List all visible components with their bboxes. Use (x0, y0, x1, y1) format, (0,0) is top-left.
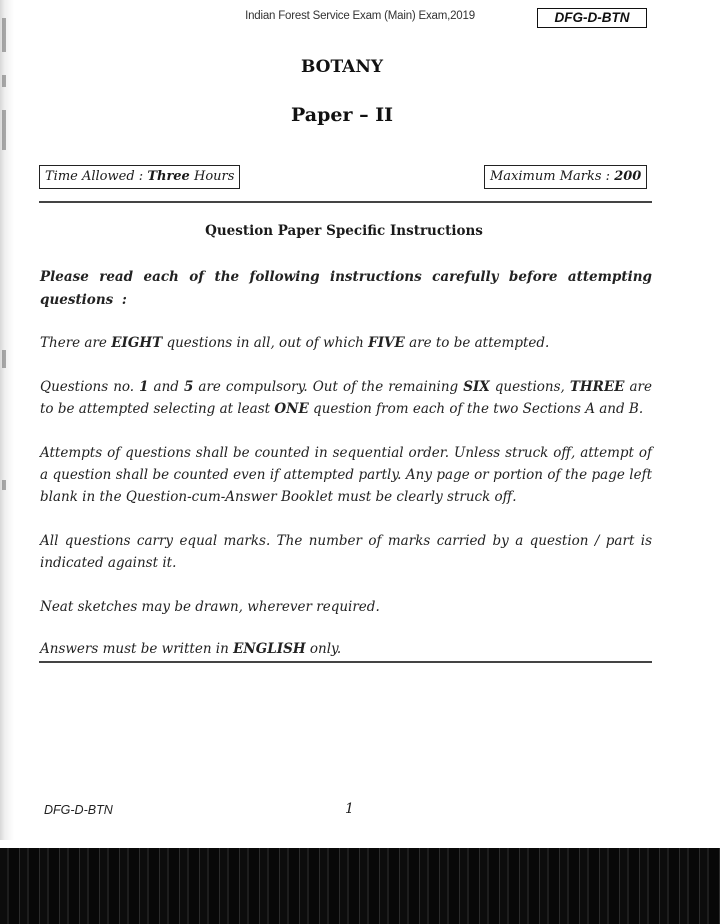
time-allowed-label: Time Allowed : (45, 169, 148, 184)
instructions-heading: Question Paper Specific Instructions (205, 223, 483, 239)
scan-edge-shadow (0, 0, 14, 840)
instruction-answer-language: Answers must be written in ENGLISH only. (40, 641, 342, 657)
time-allowed-box (39, 165, 240, 189)
time-allowed-suffix: Hours (189, 169, 235, 184)
exam-title: Indian Forest Service Exam (Main) Exam,2019 (245, 10, 475, 22)
scan-bottom-band (0, 848, 720, 924)
paper-code-box: DFG-D-BTN (537, 8, 647, 28)
instruction-neat-sketches: Neat sketches may be drawn, wherever required. (40, 599, 380, 615)
instruction-compulsory-questions: Questions no. 1 and 5 are compulsory. Out of the remaining SIX questions, THREE are to be attempted selecting at least ONE question from each of the two Sections A and B. (40, 379, 652, 417)
paper-title: Paper – II (291, 104, 393, 126)
instruction-equal-marks: All questions carry equal marks. The number of marks carried by a question / part is indicated against it. (40, 533, 652, 571)
time-allowed-value: Three (147, 169, 190, 184)
divider-bottom (39, 661, 652, 663)
maximum-marks-label: Maximum Marks : (490, 169, 615, 184)
subject-title: BOTANY (300, 57, 384, 77)
page-number: 1 (345, 801, 354, 817)
instruction-question-count: There are EIGHT questions in all, out of which FIVE are to be attempted. (40, 335, 550, 351)
lead-instruction: Please read each of the following instructions carefully before attempting questions : (40, 269, 652, 308)
maximum-marks-box (484, 165, 647, 189)
divider-top (39, 201, 652, 203)
instruction-sequential-attempts: Attempts of questions shall be counted in sequential order. Unless struck off, attempt of a question shall be counted even if attempted partly. Any page or portion of the page left blank in the Question-cum-Answer Booklet must be clearly struck off. (40, 445, 652, 505)
footer-paper-code: DFG-D-BTN (44, 803, 113, 817)
maximum-marks-value: 200 (614, 169, 642, 184)
